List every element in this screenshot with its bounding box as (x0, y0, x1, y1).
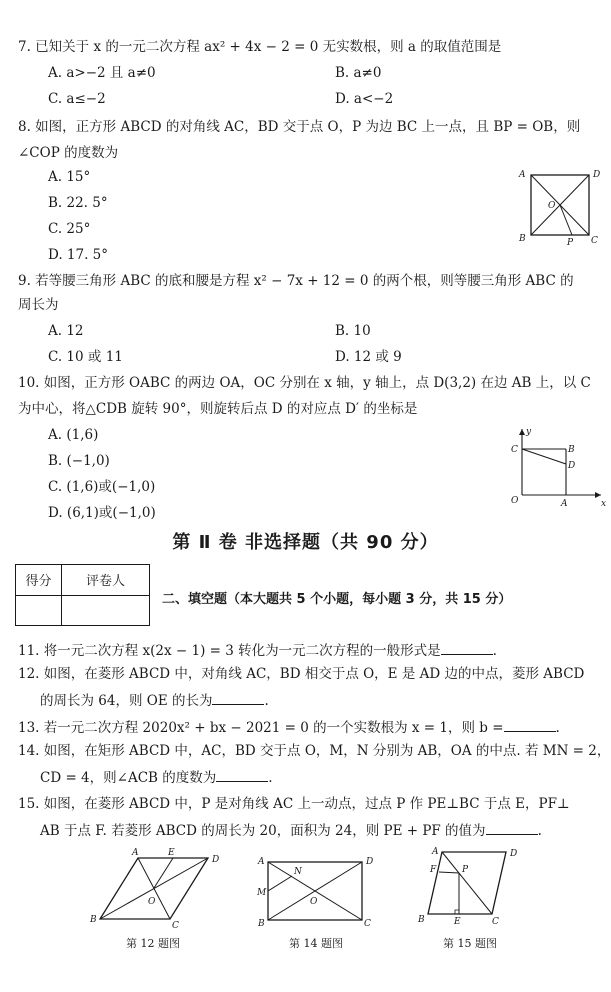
q11-answer-blank (441, 640, 493, 655)
fig15-label-a: A (432, 847, 439, 857)
q12-answer-blank (212, 690, 264, 705)
q7-option-a: A. a>−2 且 a≠0 (48, 65, 156, 81)
q9-stem-line2: 周长为 (18, 297, 59, 313)
q8-stem-line2: ∠COP 的度数为 (18, 145, 119, 161)
q8-label-p: P (567, 238, 574, 247)
q9-option-a: A. 12 (48, 323, 84, 339)
q15-end: . (537, 823, 542, 839)
q14-answer-blank (216, 767, 268, 782)
q7-option-c: C. a≤−2 (48, 91, 106, 107)
fig15-label-b: B (418, 915, 425, 925)
fig14-rectangle (252, 852, 382, 930)
q8-label-c: C (591, 236, 598, 246)
q8-option-a: A. 15° (48, 169, 91, 185)
fig12-label-o: O (148, 897, 156, 907)
fig14-label-b: B (258, 919, 265, 929)
q10-label-c: C (511, 445, 518, 455)
q9-option-d: D. 12 或 9 (335, 349, 402, 365)
q14-stem-line2: CD = 4，则∠ACB 的度数为 (40, 770, 217, 786)
grader-cell (62, 595, 150, 626)
fig15-label-p: P (462, 865, 469, 875)
q14-stem-line1: 14. 如图，在矩形 ABCD 中，AC，BD 交于点 O，M，N 分别为 AB，OA 的中点. 若 MN = 2， (18, 743, 611, 759)
q10-label-x: x (601, 499, 607, 509)
section-2-title: 第 Ⅱ 卷 非选择题（共 90 分） (172, 532, 439, 553)
fig15-caption: 第 15 题图 (443, 937, 497, 950)
fig14-label-a: A (258, 857, 265, 867)
q10-option-b: B. (−1,0) (48, 453, 110, 469)
q9-option-b: B. 10 (335, 323, 371, 339)
q15-answer-blank (486, 820, 538, 835)
q8-label-a: A (519, 170, 526, 180)
q8-label-d: D (593, 170, 601, 180)
q11-stem: 11. 将一元二次方程 x(2x − 1) = 3 转化为一元二次方程的一般形式是 (18, 643, 441, 659)
fig12-rhombus (88, 842, 228, 932)
score-cell (16, 595, 62, 626)
q13-stem: 13. 若一元二次方程 2020x² + bx − 2021 = 0 的一个实数根为 x = 1，则 b = (18, 720, 504, 736)
q8-option-d: D. 17. 5° (48, 247, 109, 263)
q13-end: . (555, 720, 560, 736)
fig12-label-d: D (212, 855, 220, 865)
q10-option-d: D. (6,1)或(−1,0) (48, 505, 156, 521)
q10-label-a: A (561, 499, 568, 509)
q15-stem-line2: AB 于点 F. 若菱形 ABCD 的周长为 20，面积为 24，则 PE + PF 的值为 (40, 823, 486, 839)
q11-line (18, 640, 497, 660)
fig12-label-b: B (90, 915, 97, 925)
q8-stem-line1: 8. 如图，正方形 ABCD 的对角线 AC，BD 交于点 O，P 为边 BC 上一点，且 BP = OB，则 (18, 119, 581, 135)
q10-stem-line1: 10. 如图，正方形 OABC 的两边 OA，OC 分别在 x 轴，y 轴上，点 D(3,2) 在边 AB 上，以 C (18, 375, 591, 391)
fig12-label-a: A (132, 848, 139, 858)
fig15-label-d: D (510, 849, 518, 859)
q14-line2 (40, 767, 273, 787)
q10-coordinate-figure (505, 425, 607, 510)
q15-stem-line1: 15. 如图，在菱形 ABCD 中，P 是对角线 AC 上一动点，过点 P 作 PE⊥BC 于点 E，PF⊥ (18, 796, 570, 812)
fig15-rhombus (412, 842, 532, 930)
score-label: 得分 (16, 565, 62, 596)
q10-stem-line2: 为中心，将△CDB 旋转 90°，则旋转后点 D 的对应点 D′ 的坐标是 (18, 401, 418, 417)
q10-label-d: D (568, 461, 576, 471)
q15-line2 (40, 820, 542, 840)
fig14-label-m: M (257, 888, 267, 898)
q8-option-b: B. 22. 5° (48, 195, 108, 211)
q7-option-d: D. a<−2 (335, 91, 394, 107)
q12-stem-line2: 的周长为 64，则 OE 的长为 (40, 693, 213, 709)
q10-option-a: A. (1,6) (48, 427, 99, 443)
q7-option-b: B. a≠0 (335, 65, 382, 81)
q8-option-c: C. 25° (48, 221, 91, 237)
fig14-caption: 第 14 题图 (289, 937, 343, 950)
q13-line (18, 717, 560, 737)
q8-label-b: B (519, 234, 526, 244)
section-2-subtitle: 二、填空题（本大题共 5 个小题，每小题 3 分，共 15 分） (162, 592, 512, 607)
q10-label-y: y (526, 427, 532, 437)
fig15-label-c: C (492, 917, 499, 927)
q8-square-figure (515, 165, 605, 247)
q12-stem-line1: 12. 如图，在菱形 ABCD 中，对角线 AC，BD 相交于点 O，E 是 AD 边的中点，菱形 ABCD (18, 666, 585, 682)
q10-option-c: C. (1,6)或(−1,0) (48, 479, 156, 495)
q9-option-c: C. 10 或 11 (48, 349, 123, 365)
q12-line2 (40, 690, 269, 710)
q14-end: . (268, 770, 273, 786)
fig14-label-c: C (364, 919, 371, 929)
q10-label-o: O (511, 496, 519, 506)
fig14-label-d: D (366, 857, 374, 867)
fig15-label-f: F (430, 865, 437, 875)
fig12-label-e: E (168, 848, 175, 858)
fig14-label-n: N (294, 867, 302, 877)
q12-end: . (264, 693, 269, 709)
q10-label-b: B (568, 445, 575, 455)
fig12-label-c: C (172, 921, 179, 931)
fig12-caption: 第 12 题图 (126, 937, 180, 950)
q8-label-o: O (548, 201, 556, 211)
q11-end: . (492, 643, 497, 659)
q13-answer-blank (504, 717, 556, 732)
q9-stem-line1: 9. 若等腰三角形 ABC 的底和腰是方程 x² − 7x + 12 = 0 的两个根，则等腰三角形 ABC 的 (18, 273, 574, 289)
grader-label: 评卷人 (62, 565, 150, 596)
fig15-label-e: E (454, 917, 461, 927)
grading-box (15, 564, 150, 626)
q7-stem: 7. 已知关于 x 的一元二次方程 ax² + 4x − 2 = 0 无实数根，则 a 的取值范围是 (18, 39, 502, 55)
fig14-label-o: O (310, 897, 318, 907)
